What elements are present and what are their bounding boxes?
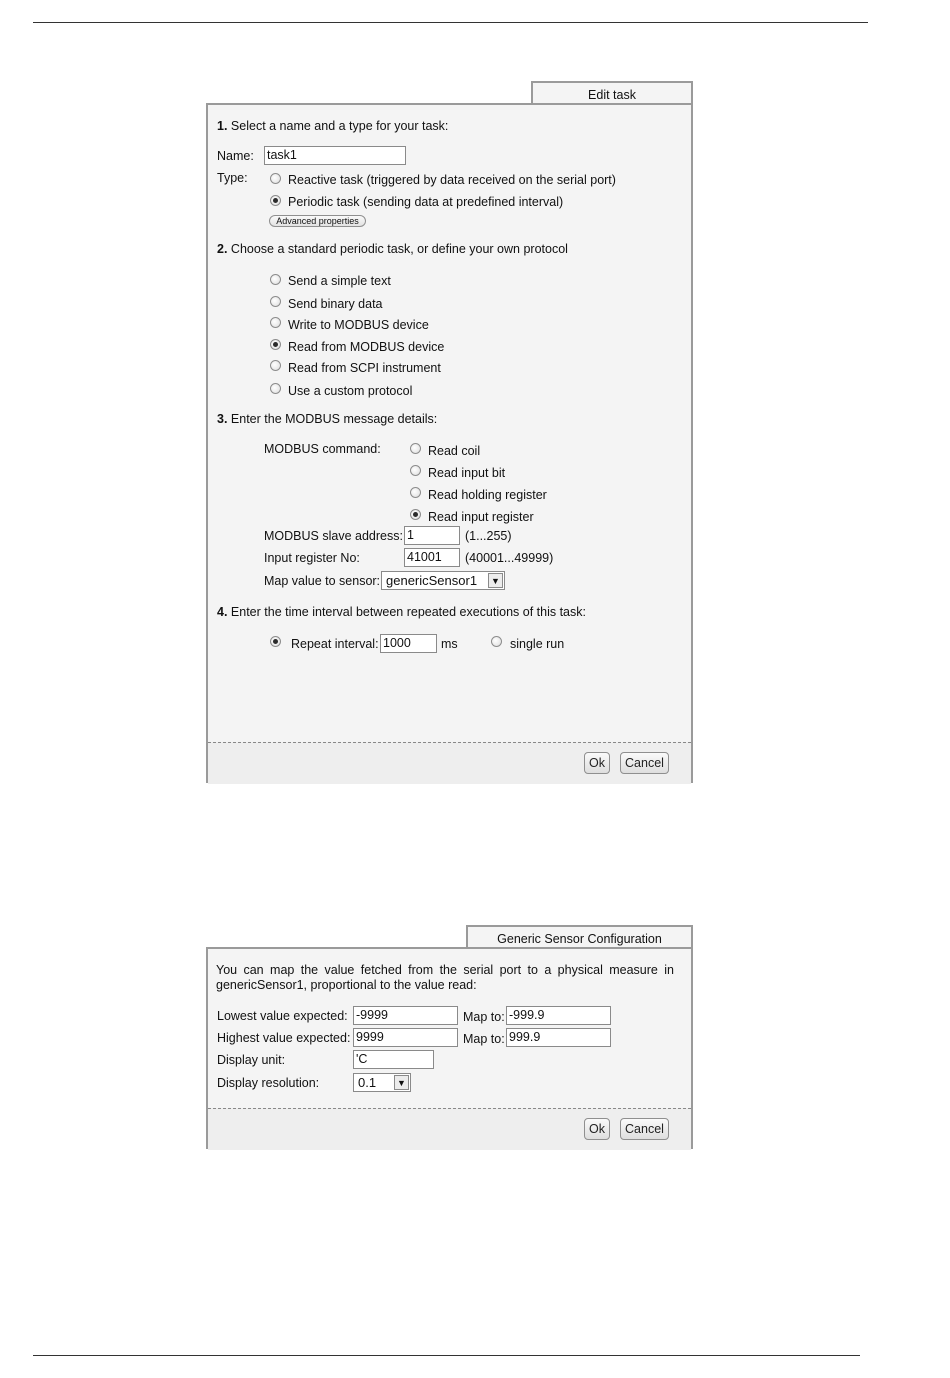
sensor-config-dialog (206, 947, 693, 1149)
single-run-radio[interactable] (491, 636, 502, 647)
slave-address-range: (1...255) (465, 529, 512, 543)
highest-map-label: Map to: (463, 1032, 505, 1046)
protocol-binary-data-label: Send binary data (288, 297, 383, 311)
single-run-label: single run (510, 637, 565, 651)
lowest-value-label: Lowest value expected: (217, 1009, 348, 1023)
modbus-command-label: MODBUS command: (264, 442, 381, 456)
repeat-interval-radio[interactable] (270, 636, 281, 647)
protocol-custom-radio[interactable] (270, 383, 281, 394)
step3-heading: 3. Enter the MODBUS message details: (217, 412, 438, 426)
sensor-config-title: Generic Sensor Configuration (497, 932, 662, 946)
command-read-holding-register-radio[interactable] (410, 487, 421, 498)
command-read-input-register-label: Read input register (428, 510, 534, 524)
edit-task-tab (531, 81, 693, 105)
repeat-interval-label: Repeat interval: (291, 637, 379, 651)
ok-button[interactable]: Ok (584, 752, 610, 774)
periodic-task-label: Periodic task (sending data at predefined interval) (288, 195, 564, 209)
cancel-button[interactable]: Cancel (620, 1118, 669, 1140)
protocol-write-modbus-radio[interactable] (270, 317, 281, 328)
sensor-config-footer (208, 1108, 691, 1150)
lowest-map-input[interactable]: -999.9 (506, 1006, 611, 1025)
advanced-properties-button[interactable]: Advanced properties (269, 215, 366, 227)
lowest-map-label: Map to: (463, 1010, 505, 1024)
register-label: Input register No: (264, 551, 360, 565)
sensor-description: You can map the value fetched from the serial port to a physical measure in genericSensor1, proportional to the value read: (216, 963, 674, 992)
lowest-value-input[interactable]: -9999 (353, 1006, 458, 1025)
repeat-unit: ms (441, 637, 458, 651)
edit-task-footer (208, 742, 691, 784)
command-read-input-bit-radio[interactable] (410, 465, 421, 476)
protocol-scpi-radio[interactable] (270, 360, 281, 371)
command-read-holding-register-label: Read holding register (428, 488, 547, 502)
map-sensor-value: genericSensor1 (386, 573, 478, 588)
chevron-down-icon[interactable]: ▼ (488, 573, 503, 588)
display-resolution-select[interactable] (353, 1073, 411, 1092)
protocol-custom-label: Use a custom protocol (288, 384, 413, 398)
step2-heading: 2. Choose a standard periodic task, or define your own protocol (217, 242, 568, 256)
periodic-task-radio[interactable] (270, 195, 281, 206)
step1-heading: 1. Select a name and a type for your task: (217, 119, 449, 133)
register-range: (40001...49999) (465, 551, 554, 565)
highest-map-input[interactable]: 999.9 (506, 1028, 611, 1047)
slave-address-input[interactable]: 1 (404, 526, 460, 545)
edit-task-dialog (206, 103, 693, 783)
protocol-simple-text-radio[interactable] (270, 274, 281, 285)
command-read-input-bit-label: Read input bit (428, 466, 506, 480)
sensor-config-tab (466, 925, 693, 949)
step4-heading: 4. Enter the time interval between repeated executions of this task: (217, 605, 586, 619)
map-sensor-label: Map value to sensor: (264, 574, 381, 588)
display-resolution-label: Display resolution: (217, 1076, 320, 1090)
display-unit-input[interactable]: 'C (353, 1050, 434, 1069)
chevron-down-icon[interactable]: ▼ (394, 1075, 409, 1090)
ok-button[interactable]: Ok (584, 1118, 610, 1140)
highest-value-label: Highest value expected: (217, 1031, 351, 1045)
map-sensor-select[interactable] (381, 571, 505, 590)
protocol-scpi-label: Read from SCPI instrument (288, 361, 441, 375)
protocol-read-modbus-label: Read from MODBUS device (288, 340, 445, 354)
protocol-write-modbus-label: Write to MODBUS device (288, 318, 429, 332)
name-label: Name: (217, 149, 254, 163)
name-input[interactable]: task1 (264, 146, 406, 165)
cancel-button[interactable]: Cancel (620, 752, 669, 774)
slave-address-label: MODBUS slave address: (264, 529, 403, 543)
register-input[interactable]: 41001 (404, 548, 460, 567)
protocol-binary-data-radio[interactable] (270, 296, 281, 307)
highest-value-input[interactable]: 9999 (353, 1028, 458, 1047)
type-label: Type: (217, 171, 248, 185)
display-unit-label: Display unit: (217, 1053, 286, 1067)
command-read-coil-radio[interactable] (410, 443, 421, 454)
repeat-interval-input[interactable]: 1000 (380, 634, 437, 653)
command-read-coil-label: Read coil (428, 444, 481, 458)
bottom-rule (33, 1355, 860, 1356)
reactive-task-radio[interactable] (270, 173, 281, 184)
edit-task-title: Edit task (588, 88, 636, 102)
command-read-input-register-radio[interactable] (410, 509, 421, 520)
top-rule (33, 22, 868, 23)
protocol-simple-text-label: Send a simple text (288, 274, 391, 288)
reactive-task-label: Reactive task (triggered by data received on the serial port) (288, 173, 616, 187)
display-resolution-value: 0.1 (358, 1075, 377, 1090)
protocol-read-modbus-radio[interactable] (270, 339, 281, 350)
